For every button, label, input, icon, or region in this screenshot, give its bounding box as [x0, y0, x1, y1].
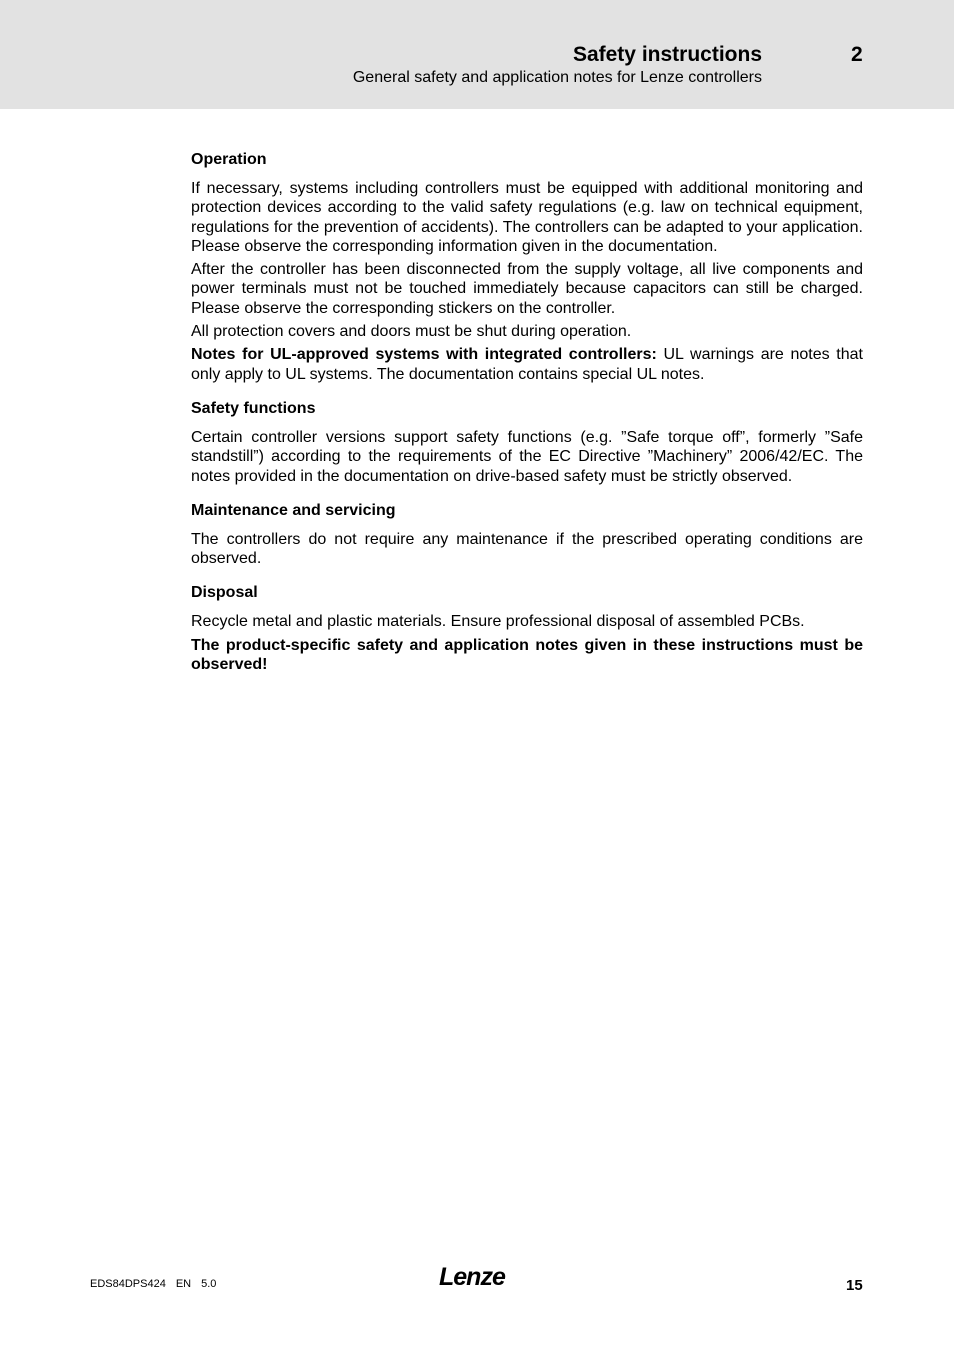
section-heading: Safety functions	[191, 399, 316, 417]
paragraph: The controllers do not require any maintenance if the prescribed operating conditions are observed.	[191, 530, 863, 568]
section-heading: Maintenance and servicing	[191, 501, 396, 519]
chapter-title: Safety instructions	[572, 43, 762, 66]
section-safety-functions	[191, 398, 863, 486]
doc-version: 5.0	[201, 1278, 217, 1290]
paragraph: Certain controller versions support safety functions (e.g. ”Safe torque off”, formerly ”Safe standstill”) according to the requirements of the EC Directive ”Machinery” 2006/42/EC. The notes provided in the documentation on drive-based safety must be strictly observed.	[191, 428, 863, 485]
lenze-logo: Lenze	[439, 1263, 505, 1291]
section-heading: Disposal	[191, 584, 258, 602]
chapter-subtitle: General safety and application notes for Lenze controllers	[352, 69, 762, 86]
document-id	[90, 1278, 226, 1290]
section-maintenance	[191, 500, 863, 569]
paragraph: All protection covers and doors must be shut during operation.	[191, 323, 632, 341]
doc-language: EN	[175, 1278, 192, 1290]
ul-note	[191, 345, 863, 384]
paragraph: After the controller has been disconnected from the supply voltage, all live components and power terminals must not be touched immediately because capacitors can still be charged. Please observe the corresponding stickers on the controller.	[191, 261, 863, 317]
ul-note-label: Notes for UL-approved systems with integrated controllers:	[191, 346, 657, 364]
chapter-number: 2	[851, 43, 863, 66]
section-operation	[191, 149, 863, 384]
section-disposal	[191, 582, 863, 674]
ul-note-text: UL warnings are notes that only apply to UL systems. The documentation contains special UL notes.	[191, 346, 863, 383]
page-header	[0, 0, 954, 109]
section-heading: Operation	[191, 151, 267, 168]
paragraph: Recycle metal and plastic materials. Ensure professional disposal of assembled PCBs.	[191, 613, 805, 631]
page-content	[191, 149, 863, 688]
doc-number: EDS84DPS424	[90, 1278, 166, 1290]
page-number: 15	[846, 1277, 863, 1294]
closing-note: The product-specific safety and application notes given in these instructions must be observed!	[191, 636, 863, 674]
paragraph: If necessary, systems including controllers must be equipped with additional monitoring and protection devices according to the valid safety regulations (e.g. law on technical equipment, regulations for the prevention of accidents). The controllers can be adapted to your application. Please observe the corresponding information given in the documentation.	[191, 180, 863, 255]
